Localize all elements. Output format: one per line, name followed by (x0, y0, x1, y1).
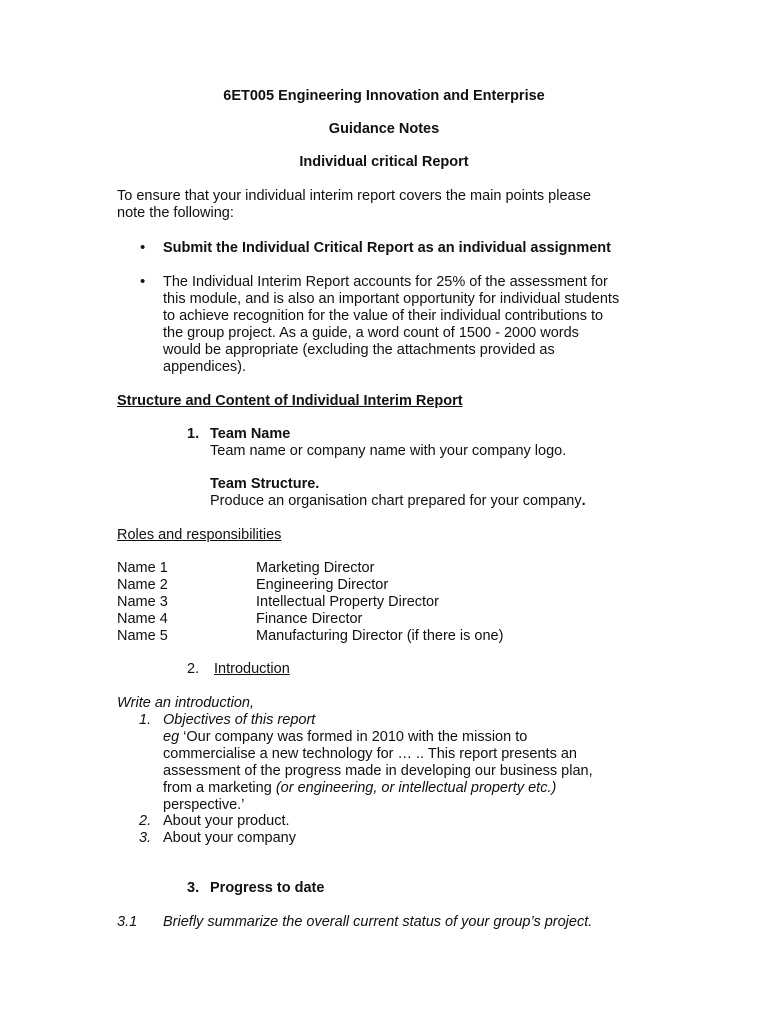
eg-text-4a: from a marketing (163, 780, 276, 796)
roles-heading: Roles and responsibilities (117, 527, 282, 543)
guidance-notes-subtitle: Guidance Notes (328, 121, 440, 137)
objectives-number: 1. (139, 712, 152, 728)
product-number: 2. (139, 813, 152, 829)
team-name-title: Team Name (210, 426, 291, 442)
team-structure-period: . (581, 493, 586, 509)
intro-line-2: note the following: (117, 205, 234, 221)
example-line-1 (163, 729, 527, 746)
bullet-weighting-line-2: this module, and is also an important opportunity for individual students (163, 291, 620, 307)
example-line-3: assessment of the progress made in developing our business plan, (163, 763, 593, 779)
bullet-weighting-line-1: The Individual Interim Report accounts for 25% of the assessment for (163, 274, 608, 290)
objectives-title: Objectives of this report (163, 712, 316, 728)
bullet-weighting-line-5: would be appropriate (excluding the attachments provided as (163, 342, 555, 358)
role-name-2: Name 2 (117, 577, 168, 593)
write-introduction: Write an introduction, (117, 695, 255, 711)
team-structure-title: Team Structure. (210, 476, 320, 492)
progress-sub-text: Briefly summarize the overall current status of your group’s project. (163, 914, 593, 930)
team-structure-sentence: Produce an organisation chart prepared for your company (210, 493, 582, 509)
role-title-1: Marketing Director (256, 560, 375, 576)
bullet-weighting-line-6: appendices). (163, 359, 247, 375)
role-name-5: Name 5 (117, 628, 168, 644)
role-title-2: Engineering Director (256, 577, 389, 593)
bullet-weighting-line-4: the group project. As a guide, a word count of 1500 - 2000 words (163, 325, 579, 341)
company-number: 3. (139, 830, 152, 846)
eg-prefix: eg (163, 729, 180, 745)
about-product: About your product. (163, 813, 290, 829)
intro-line-1: To ensure that your individual interim report covers the main points please (117, 188, 591, 204)
role-title-5: Manufacturing Director (if there is one) (256, 628, 504, 644)
item-3-number: 3. (187, 880, 200, 896)
progress-sub-number: 3.1 (117, 914, 138, 930)
introduction-title: Introduction (214, 661, 290, 677)
example-line-2: commercialise a new technology for … .. This report presents an (163, 746, 577, 762)
progress-title: Progress to date (210, 880, 325, 896)
bullet-icon: • (140, 239, 146, 256)
role-title-4: Finance Director (256, 611, 363, 627)
bullet-weighting-line-3: to achieve recognition for the value of their individual contributions to (163, 308, 604, 324)
bullet-submit-text: Submit the Individual Critical Report as an individual assignment (163, 240, 611, 256)
item-2-number: 2. (187, 661, 200, 677)
structure-heading: Structure and Content of Individual Interim Report (117, 393, 463, 409)
bullet-icon: • (140, 273, 146, 290)
role-name-1: Name 1 (117, 560, 168, 576)
about-company: About your company (163, 830, 296, 846)
report-title: Individual critical Report (299, 154, 469, 170)
team-structure-text (210, 493, 586, 510)
role-name-3: Name 3 (117, 594, 168, 610)
course-title: 6ET005 Engineering Innovation and Enterprise (223, 88, 545, 104)
role-name-4: Name 4 (117, 611, 168, 627)
example-line-4 (163, 780, 556, 797)
team-name-text: Team name or company name with your company logo. (210, 443, 567, 459)
eg-text-1: ‘Our company was formed in 2010 with the mission to (183, 729, 528, 745)
role-title-3: Intellectual Property Director (256, 594, 439, 610)
eg-text-4b: (or engineering, or intellectual property etc.) (275, 780, 557, 796)
example-line-5: perspective.’ (163, 797, 245, 813)
item-1-number: 1. (187, 426, 200, 442)
